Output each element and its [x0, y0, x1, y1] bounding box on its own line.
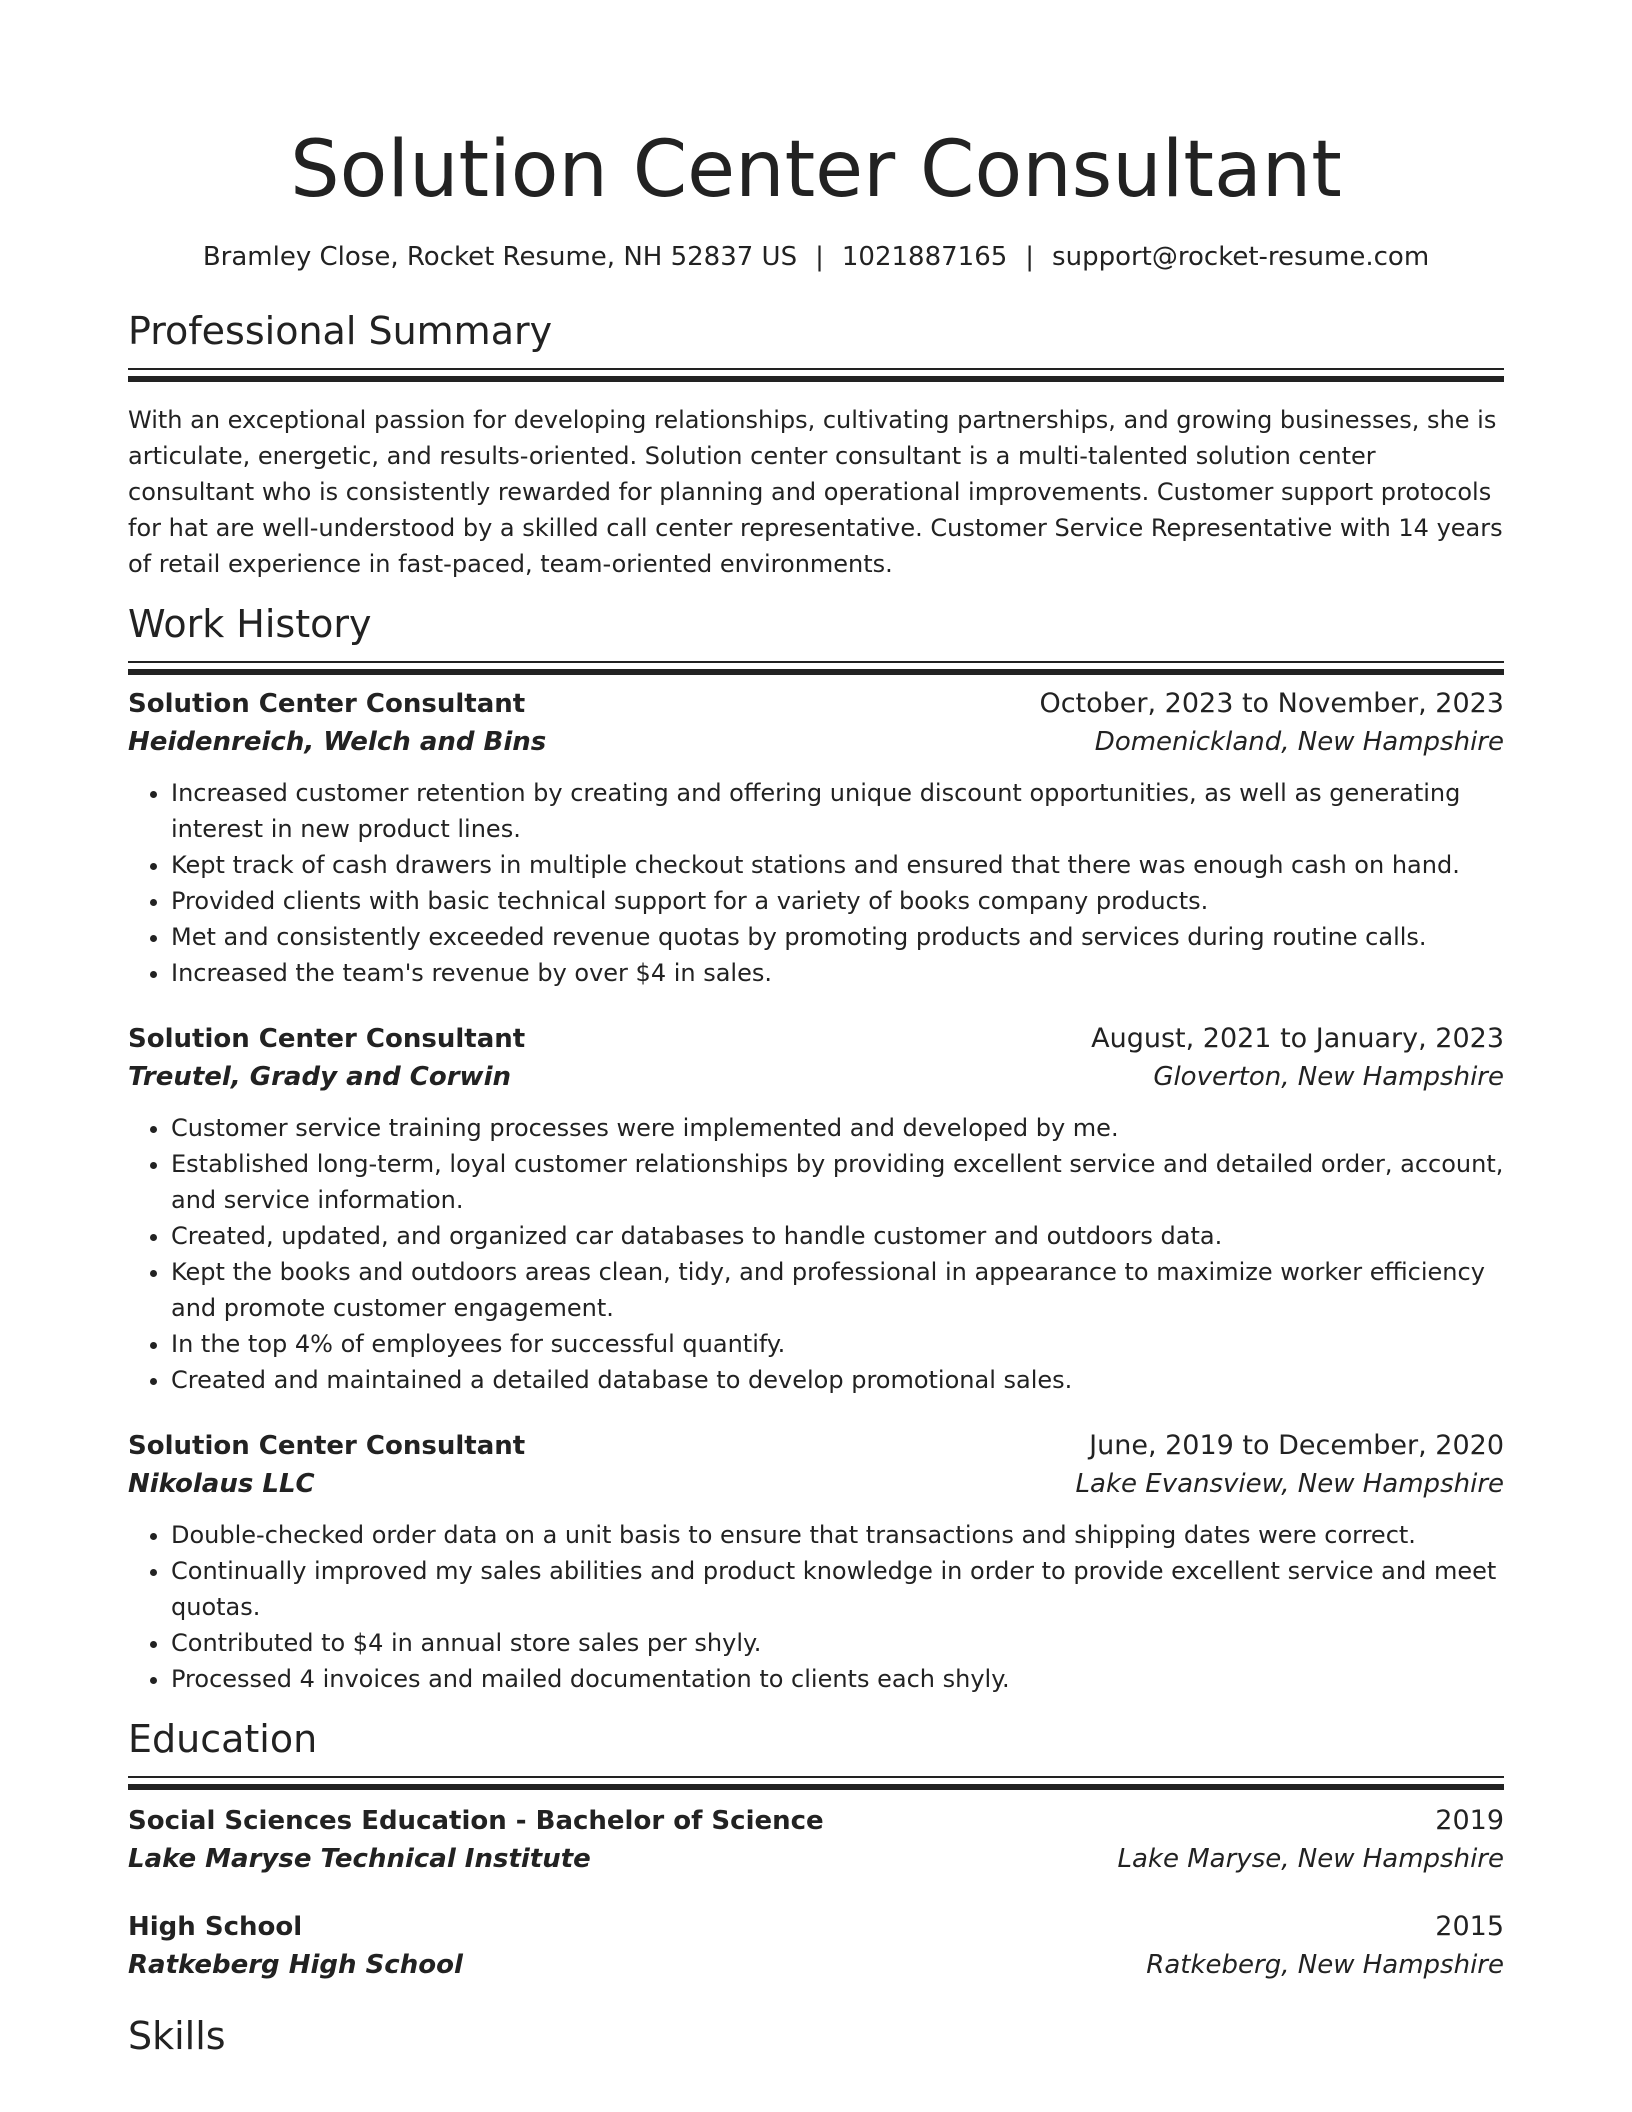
- education-entry: [128, 1908, 1504, 1984]
- list-item: • Double-checked order data on a unit basis to ensure that transactions and shipping dates were correct.: [171, 1517, 1504, 1553]
- education-header-row: [128, 1908, 1504, 1946]
- section-title-summary: Professional Summary: [128, 309, 553, 353]
- section-divider: [128, 1776, 1504, 1792]
- job-bullets: [128, 1110, 1504, 1398]
- list-item: • Increased customer retention by creating and offering unique discount opportunities, as well as generating interest in new product lines.: [171, 775, 1504, 847]
- job-location: Domenickland, New Hampshire: [1094, 727, 1504, 757]
- job-company: Nikolaus LLC: [128, 1469, 315, 1499]
- job-header-row: [128, 1427, 1504, 1465]
- job-entry: [128, 1427, 1504, 1697]
- job-header-row: [128, 685, 1504, 723]
- education-school: Lake Maryse Technical Institute: [128, 1844, 591, 1874]
- job-title: Solution Center Consultant: [128, 1431, 526, 1461]
- list-item: • Processed 4 invoices and mailed documentation to clients each shyly.: [171, 1661, 1504, 1697]
- section-title-skills: Skills: [128, 2014, 226, 2058]
- resume-name: Solution Center Consultant: [290, 125, 1342, 215]
- education-school-row: [128, 1840, 1504, 1878]
- list-item: • Met and consistently exceeded revenue quotas by promoting products and services during routine calls.: [171, 919, 1504, 955]
- education-section: [128, 1715, 1504, 1984]
- job-title: Solution Center Consultant: [128, 689, 526, 719]
- list-item: • Continually improved my sales abilities and product knowledge in order to provide excellent service and meet quotas.: [171, 1553, 1504, 1625]
- education-location: Lake Maryse, New Hampshire: [1117, 1844, 1504, 1874]
- list-item: • Established long-term, loyal customer relationships by providing excellent service and detailed order, account, and service information.: [171, 1146, 1504, 1218]
- education-header-row: [128, 1802, 1504, 1840]
- job-company-row: [128, 723, 1504, 761]
- job-dates: June, 2019 to December, 2020: [1089, 1430, 1504, 1461]
- education-school: Ratkeberg High School: [128, 1950, 463, 1980]
- section-title-work-history: Work History: [128, 602, 372, 646]
- education-location: Ratkeberg, New Hampshire: [1146, 1950, 1504, 1980]
- list-item: • In the top 4% of employees for successful quantify.: [171, 1326, 1504, 1362]
- education-year: 2015: [1435, 1911, 1504, 1942]
- job-company: Treutel, Grady and Corwin: [128, 1062, 511, 1092]
- education-school-row: [128, 1946, 1504, 1984]
- section-title-education: Education: [128, 1717, 318, 1761]
- job-location: Gloverton, New Hampshire: [1153, 1062, 1504, 1092]
- education-degree: High School: [128, 1912, 303, 1942]
- education-degree: Social Sciences Education - Bachelor of Science: [128, 1806, 824, 1836]
- summary-text: With an exceptional passion for developing relationships, cultivating partnerships, and growing businesses, she is articulate, energetic, and results-oriented. Solution center consultant is a multi-talented solution center consultant who is consistently rewarded for planning and operational improvements. Customer support protocols for hat are well-understood by a skilled call center representative. Customer Service Representative with 14 years of retail experience in fast-paced, team-oriented environments.: [128, 406, 1503, 578]
- job-entry: [128, 685, 1504, 991]
- job-company: Heidenreich, Welch and Bins: [128, 727, 547, 757]
- job-bullets: [128, 775, 1504, 991]
- job-bullets: [128, 1517, 1504, 1697]
- job-title: Solution Center Consultant: [128, 1024, 526, 1054]
- education-year: 2019: [1435, 1805, 1504, 1836]
- contact-line: [128, 240, 1504, 274]
- list-item: • Customer service training processes were implemented and developed by me.: [171, 1110, 1504, 1146]
- list-item: • Provided clients with basic technical support for a variety of books company products.: [171, 883, 1504, 919]
- section-divider: [128, 661, 1504, 677]
- list-item: • Created and maintained a detailed database to develop promotional sales.: [171, 1362, 1504, 1398]
- summary-section: [128, 307, 1504, 582]
- contact-separator: |: [815, 242, 824, 272]
- list-item: • Increased the team's revenue by over $4 in sales.: [171, 955, 1504, 991]
- job-company-row: [128, 1058, 1504, 1096]
- contact-address: Bramley Close, Rocket Resume, NH 52837 US: [202, 242, 798, 272]
- skills-section: [128, 2012, 1504, 2060]
- job-company-row: [128, 1465, 1504, 1503]
- list-item: • Kept track of cash drawers in multiple checkout stations and ensured that there was enough cash on hand.: [171, 847, 1504, 883]
- job-dates: August, 2021 to January, 2023: [1091, 1023, 1504, 1054]
- job-location: Lake Evansview, New Hampshire: [1075, 1469, 1504, 1499]
- job-header-row: [128, 1020, 1504, 1058]
- list-item: • Contributed to $4 in annual store sales per shyly.: [171, 1625, 1504, 1661]
- work-history-section: [128, 600, 1504, 1697]
- job-entry: [128, 1020, 1504, 1398]
- list-item: • Created, updated, and organized car databases to handle customer and outdoors data.: [171, 1218, 1504, 1254]
- education-entry: [128, 1802, 1504, 1878]
- contact-email: support@rocket-resume.com: [1052, 242, 1430, 272]
- job-dates: October, 2023 to November, 2023: [1039, 688, 1504, 719]
- contact-phone: 1021887165: [841, 242, 1008, 272]
- section-divider: [128, 368, 1504, 384]
- list-item: • Kept the books and outdoors areas clean, tidy, and professional in appearance to maximize worker efficiency and promote customer engagement.: [171, 1254, 1504, 1326]
- contact-separator: |: [1025, 242, 1035, 272]
